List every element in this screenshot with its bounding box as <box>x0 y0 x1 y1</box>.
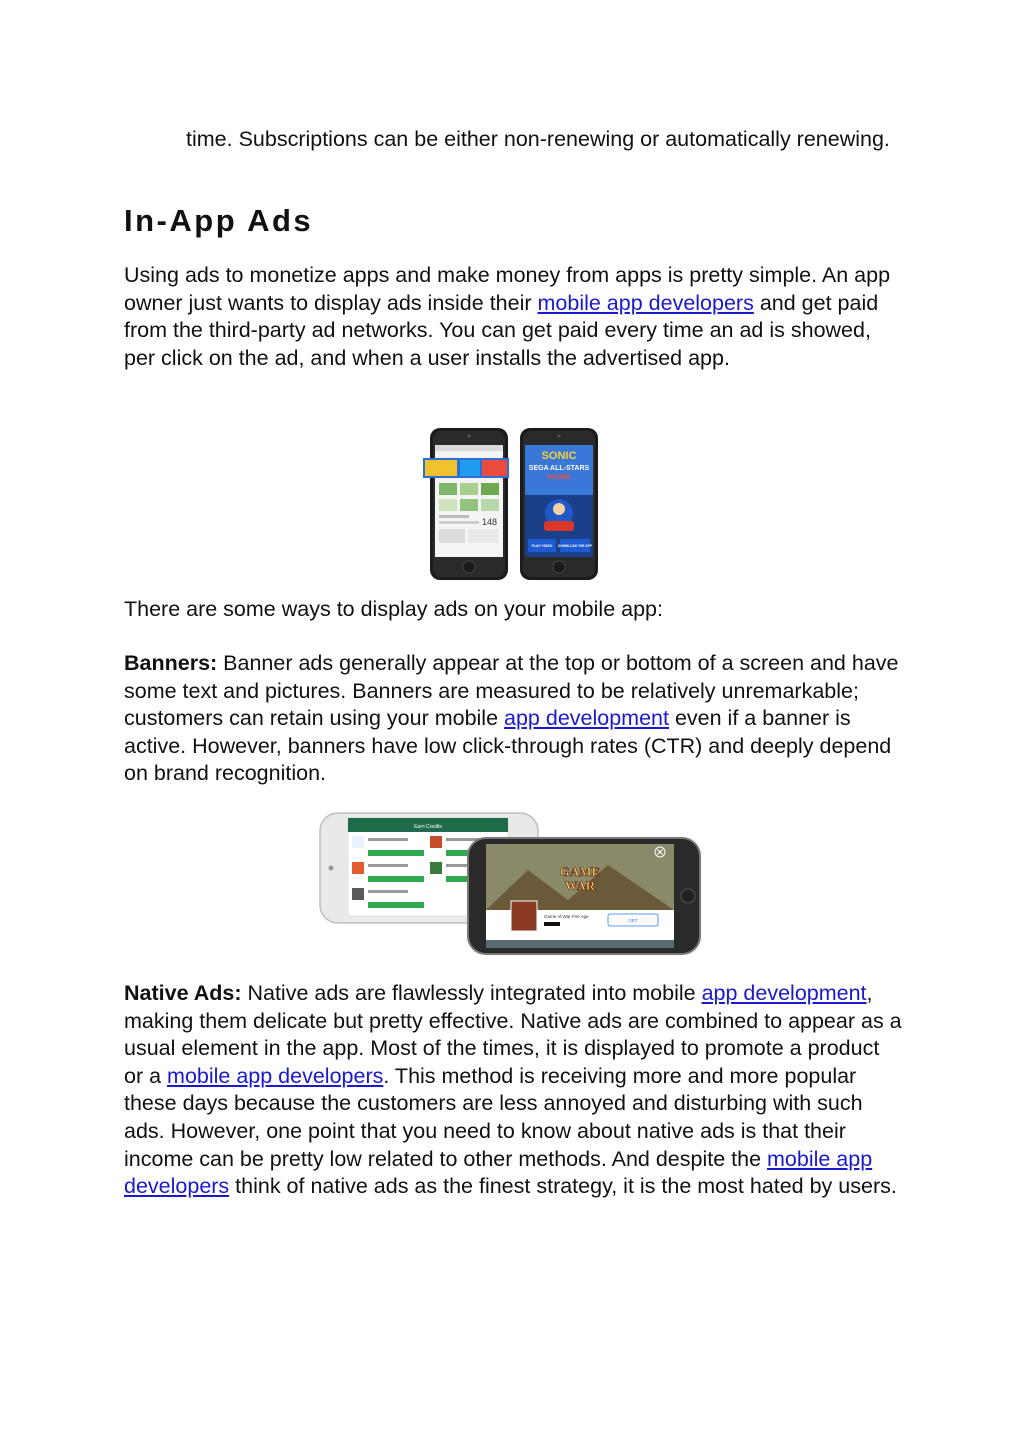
game-title-line2: WAR <box>564 878 596 893</box>
right-phone <box>520 428 598 580</box>
native-ads-lead: Native Ads: <box>124 981 242 1005</box>
sonic-title-line2: SEGA ALL-STARS <box>528 465 590 472</box>
banners-text-2: even if a banner is active. However, banners have low click-through rates (CTR) and deeply depend on brand recognition. <box>124 706 892 786</box>
native-text-4: think of native ads as the finest strategy, it is the most hated by users. <box>229 1174 897 1199</box>
section-heading: In-App Ads <box>124 203 314 238</box>
left-phone <box>423 428 509 580</box>
get-button-label: GET <box>628 918 638 923</box>
ad-app-name: Game of War Fire Age <box>544 914 589 919</box>
download-app-label: DOWNLOAD THE APP <box>558 544 592 548</box>
sonic-title-line3: RACING <box>547 475 571 481</box>
play-video-label: PLAY VIDEO <box>531 544 553 548</box>
phones-native-ad-image <box>318 810 702 956</box>
native-text-3: . This method is receiving more and more popular these days because the customers are less annoyed and disturbing with such ads. However, one point that you need to know about native ads is that their income can be pretty low related to other methods. And despite the <box>124 1063 863 1171</box>
native-text-2: , making them delicate but pretty effective. Native ads are combined to appear as a usual element in the app. Most of the times, it is displayed to promote a product or a <box>124 981 902 1088</box>
native-text-1: Native ads are flawlessly integrated into mobile <box>241 981 702 1005</box>
intro-text-1: Using ads to monetize apps and make money from apps is pretty simple. An app owner just wants to display ads inside their <box>124 263 891 315</box>
front-phone <box>468 838 700 954</box>
mobile-app-developers-link-3[interactable]: mobile app developers <box>124 1146 873 1199</box>
intro-text-2: and get paid from the third-party ad networks. You can get paid every time an ad is showed, per click on the ad, and when a user installs the advertised app. <box>124 290 879 370</box>
game-title-line1: GAME <box>559 864 601 879</box>
phones-banner-ad-image <box>420 425 606 583</box>
app-development-link[interactable]: app development <box>504 706 669 731</box>
intro-paragraph <box>124 262 904 372</box>
mobile-app-developers-link[interactable]: mobile app developers <box>537 290 754 315</box>
banners-lead: Banners: <box>124 651 218 675</box>
left-phone-badge: 148 <box>482 517 498 527</box>
sonic-title-line1: SONIC <box>541 450 577 462</box>
app-development-link-2[interactable]: app development <box>701 981 867 1005</box>
ways-text: There are some ways to display ads on your mobile app: <box>124 597 663 621</box>
ways-paragraph <box>124 596 904 624</box>
earn-credits-header: Earn Credits <box>414 824 442 830</box>
native-ads-paragraph <box>124 980 904 1201</box>
continuation-paragraph <box>186 126 906 154</box>
banners-text-1: Banner ads generally appear at the top or bottom of a screen and have some text and pictures. Banners are measured to be relatively unremarkable; customers can retain using your mobile <box>124 651 899 731</box>
banners-paragraph <box>124 650 904 788</box>
continuation-text: time. Subscriptions can be either non-renewing or automatically renewing. <box>186 127 890 151</box>
mobile-app-developers-link-2[interactable]: mobile app developers <box>167 1063 384 1088</box>
